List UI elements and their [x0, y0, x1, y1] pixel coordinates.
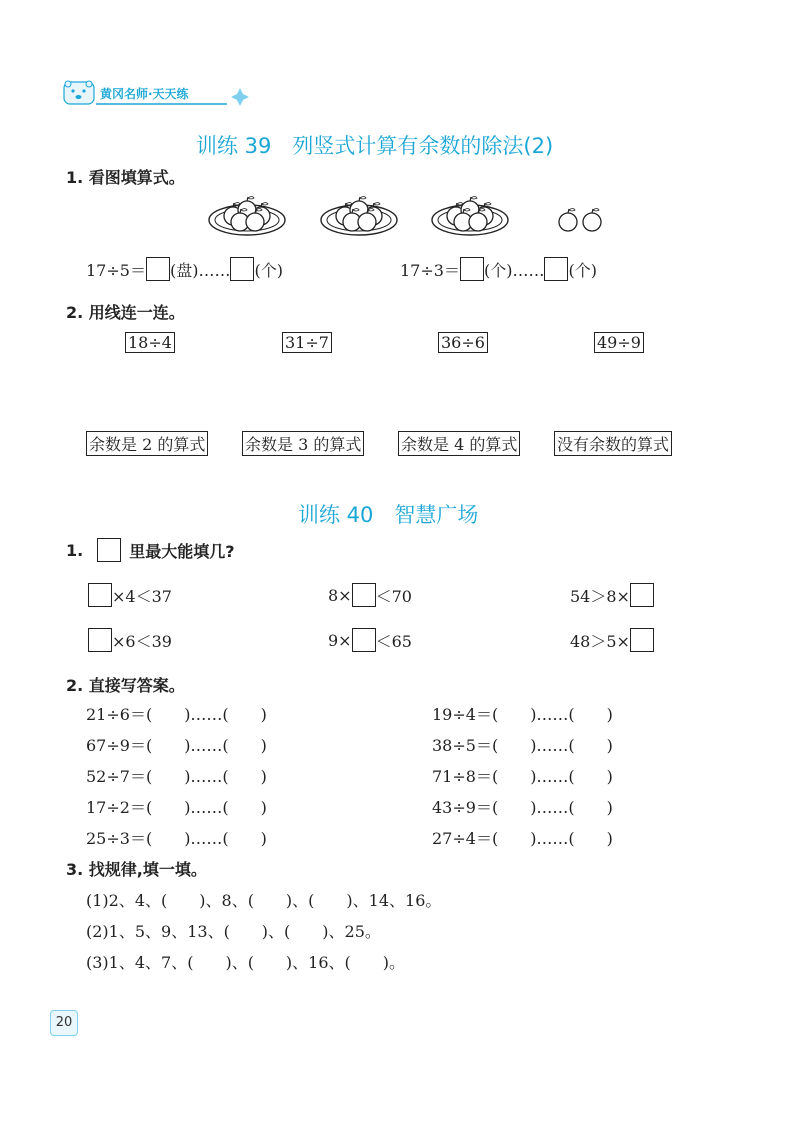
pattern-line[interactable]: (2)1、5、9、13、( )、( )、25。 [86, 922, 381, 941]
division-item[interactable]: 19÷4＝( )……( ) [432, 705, 613, 724]
answer-box[interactable] [230, 257, 254, 281]
match-category[interactable]: 余数是 2 的算式 [86, 431, 208, 456]
q1-instruction: 里最大能填几? [129, 541, 235, 561]
match-expression[interactable]: 18÷4 [125, 332, 175, 353]
equation-expr: 17÷3＝ [400, 260, 460, 280]
inequality-text: ＜65 [375, 631, 412, 651]
inequality-item [88, 628, 172, 652]
q2-number: 2. [66, 676, 84, 695]
match-category[interactable]: 余数是 3 的算式 [242, 431, 364, 456]
division-item[interactable]: 21÷6＝( )……( ) [86, 705, 267, 724]
answer-box[interactable] [630, 583, 654, 607]
inequality-item [570, 583, 654, 607]
division-item[interactable]: 38÷5＝( )……( ) [432, 736, 613, 755]
inequality-text: 54＞8× [570, 586, 630, 606]
answer-box[interactable] [88, 583, 112, 607]
apple-icon [583, 209, 601, 232]
apple-icon [559, 209, 577, 232]
division-item[interactable]: 43÷9＝( )……( ) [432, 798, 613, 817]
unit-label: (个)…… [483, 260, 545, 280]
answer-box[interactable] [630, 628, 654, 652]
q1-number: 1. [66, 540, 84, 560]
division-item[interactable]: 71÷8＝( )……( ) [432, 767, 613, 786]
equation-plates [86, 257, 283, 281]
q3-number: 3. [66, 860, 84, 879]
section-39-title: 训练 39 列竖式计算有余数的除法(2) [196, 134, 554, 158]
plate-icon [209, 197, 285, 236]
q1-number: 1. [66, 168, 84, 187]
inequality-text: ×4＜37 [112, 586, 172, 606]
inequality-text: 9× [328, 630, 352, 650]
brand-text: 黄冈名师·天天练 [100, 87, 189, 101]
pattern-line[interactable]: (3)1、4、7、( )、( )、16、( )。 [86, 953, 406, 972]
answer-box[interactable] [544, 257, 568, 281]
match-expression[interactable]: 36÷6 [438, 332, 488, 353]
s39-q1-heading [66, 165, 185, 188]
plate-icon [432, 197, 508, 236]
unit-label: (盘)…… [169, 260, 231, 280]
header-logo [62, 78, 252, 108]
inequality-text: 48＞5× [570, 631, 630, 651]
answer-box[interactable] [352, 583, 376, 607]
division-item[interactable]: 52÷7＝( )……( ) [86, 767, 267, 786]
answer-box[interactable] [460, 257, 484, 281]
inequality-item [570, 628, 654, 652]
answer-box[interactable] [88, 628, 112, 652]
q3-instruction: 找规律,填一填。 [88, 860, 207, 879]
match-expression[interactable]: 31÷7 [282, 332, 332, 353]
answer-box[interactable] [146, 257, 170, 281]
equation-expr: 17÷5＝ [86, 260, 146, 280]
inequality-item [328, 583, 412, 607]
division-item[interactable]: 67÷9＝( )……( ) [86, 736, 267, 755]
pattern-line[interactable]: (1)2、4、( )、8、( )、( )、14、16。 [86, 891, 442, 910]
match-category[interactable]: 没有余数的算式 [554, 431, 672, 456]
section-40-title: 训练 40 智慧广场 [298, 503, 479, 527]
inequality-item [328, 628, 412, 652]
s39-q2-heading [66, 300, 185, 323]
answer-box[interactable] [352, 628, 376, 652]
plate-icon [321, 197, 397, 236]
match-expression[interactable]: 49÷9 [594, 332, 644, 353]
division-item[interactable]: 27÷4＝( )……( ) [432, 829, 613, 848]
page-number-text: 20 [55, 1015, 73, 1030]
division-item[interactable]: 25÷3＝( )……( ) [86, 829, 267, 848]
q2-instruction: 直接写答案。 [88, 676, 185, 695]
s40-q3-heading [66, 857, 207, 880]
q2-instruction: 用线连一连。 [88, 303, 185, 322]
equation-apples [400, 257, 597, 281]
unit-label: (个) [254, 260, 283, 280]
q1-instruction: 看图填算式。 [88, 168, 185, 187]
s40-q1-heading [66, 538, 235, 562]
apples-illustration [200, 192, 620, 244]
q2-number: 2. [66, 303, 84, 322]
inequality-item [88, 583, 172, 607]
inequality-text: 8× [328, 585, 352, 605]
unit-label: (个) [568, 260, 597, 280]
inequality-text: ×6＜39 [112, 631, 172, 651]
page-number [50, 1010, 78, 1036]
s40-q2-heading [66, 673, 185, 696]
inequality-text: ＜70 [375, 586, 412, 606]
answer-box-sample [97, 538, 121, 562]
match-category[interactable]: 余数是 4 的算式 [398, 431, 520, 456]
division-item[interactable]: 17÷2＝( )……( ) [86, 798, 267, 817]
